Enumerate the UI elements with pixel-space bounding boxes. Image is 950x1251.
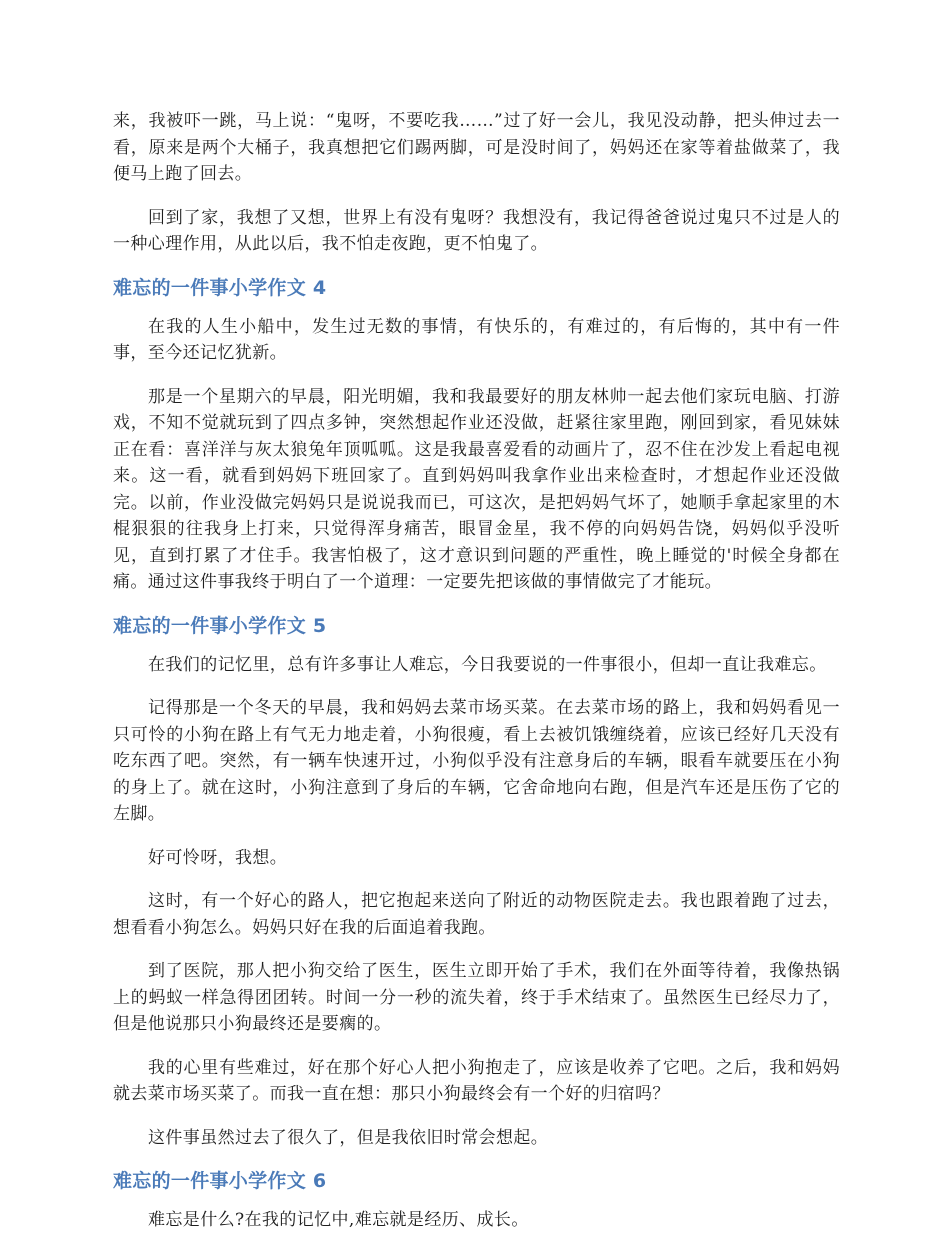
paragraph: 这件事虽然过去了很久了，但是我依旧时常会想起。 — [148, 1127, 549, 1148]
paragraph: 那是一个星期六的早晨，阳光明媚，我和我最要好的朋友林帅一起去他们家玩电脑、打游戏，不知不觉就玩到了四点多钟，突然想起作业还没做，赶紧往家里跑，刚回到家，看见妹妹正在看：喜洋洋与灰太狼兔年顶呱呱。这是我最喜爱看的动画片了，忍不住在沙发上看起电视来。这一看，就看到妈妈下班回家了。直到妈妈叫我拿作业出来检查时，才想起作业还没做完。以前，作业没做完妈妈只是说说我而已，可这次，是把妈妈气坏了，她顺手拿起家里的木棍狠狠的往我身上打来，只觉得浑身痛苦，眼冒金星，我不停的向妈妈告饶，妈妈似乎没听见，直到打累了才住手。我害怕极了，这才意识到问题的严重性，晚上睡觉的'时候全身都在痛。通过这件事我终于明白了一个道理：一定要先把该做的事情做完了才能玩。 — [113, 386, 840, 592]
paragraph: 这时，有一个好心的路人，把它抱起来送向了附近的动物医院走去。我也跟着跑了过去，想看看小狗怎么。妈妈只好在我的后面追着我跑。 — [113, 891, 840, 938]
section-title: 难忘的一件事小学作文 4 — [113, 276, 327, 299]
document-page — [113, 108, 840, 1251]
essay-section-5 — [113, 613, 840, 1152]
section-title: 难忘的一件事小学作文 6 — [113, 1170, 327, 1192]
essay-section-3-continuation — [113, 108, 840, 258]
essay-section-4 — [113, 275, 840, 596]
paragraph: 记得那是一个冬天的早晨，我和妈妈去菜市场买菜。在去菜市场的路上，我和妈妈看见一只可怜的小狗在路上有气无力地走着，小狗很瘦，看上去被饥饿缠绕着，应该已经好几天没有吃东西了吧。突然，有一辆车快速开过，小狗似乎没有注意身后的车辆，眼看车就要压在小狗的身上了。就在这时，小狗注意到了身后的车辆，它舍命地向右跑，但是汽车还是压伤了它的左脚。 — [113, 698, 840, 824]
paragraph: 在我们的记忆里，总有许多事让人难忘，今日我要说的一件事很小，但却一直让我难忘。 — [148, 654, 827, 675]
paragraph: 来，我被吓一跳，马上说：“鬼呀，不要吃我……”过了好一会儿，我见没动静，把头伸过去一看，原来是两个大桶子，我真想把它们踢两脚，可是没时间了，妈妈还在家等着盐做菜了，我便马上跑了回去。 — [113, 111, 840, 184]
paragraph: 在我的人生小船中，发生过无数的事情，有快乐的，有难过的，有后悔的，其中有一件事，至今还记忆犹新。 — [113, 316, 840, 363]
paragraph: 我的心里有些难过，好在那个好心人把小狗抱走了，应该是收养了它吧。之后，我和妈妈就去菜市场买菜了。而我一直在想：那只小狗最终会有一个好的归宿吗？ — [113, 1057, 840, 1104]
paragraph: 难忘是什么?在我的记忆中,难忘就是经历、成长。 — [148, 1210, 529, 1230]
paragraph: 回到了家，我想了又想，世界上有没有鬼呀？我想没有，我记得爸爸说过鬼只不过是人的一种心理作用，从此以后，我不怕走夜跑，更不怕鬼了。 — [113, 207, 840, 254]
paragraph: 到了医院，那人把小狗交给了医生，医生立即开始了手术，我们在外面等待着，我像热锅上的蚂蚁一样急得团团转。时间一分一秒的流失着，终于手术结束了。虽然医生已经尽力了，但是他说那只小狗最终还是要瘸的。 — [113, 961, 840, 1034]
section-title: 难忘的一件事小学作文 5 — [113, 614, 327, 637]
paragraph: 好可怜呀，我想。 — [148, 847, 288, 868]
essay-section-6 — [113, 1168, 840, 1234]
